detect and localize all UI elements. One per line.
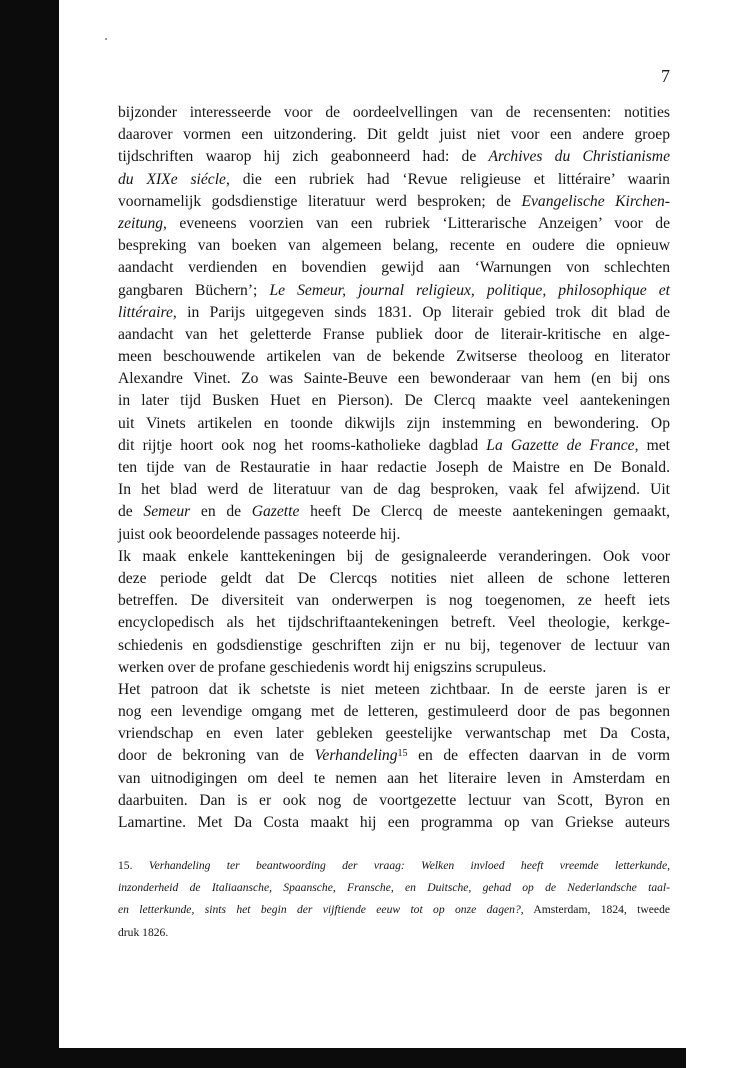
italic-title: Verhandeling ter beantwoording der vraag: Welken invloed heeft vreemde letterkunde,	[148, 859, 671, 872]
body-line	[118, 257, 670, 279]
text-run: nog een levendige omgang met de letteren, gestimuleerd door de pas begonnen	[118, 703, 670, 721]
body-line	[118, 635, 670, 657]
body-line	[118, 413, 670, 435]
italic-title: Archives du Christianisme	[488, 148, 670, 166]
text-run: 15.	[118, 859, 149, 872]
italic-title: Verhandeling	[314, 747, 398, 765]
body-line	[118, 679, 670, 701]
body-line	[118, 213, 670, 235]
italic-title: Le Semeur, journal religieux, politique, philosophique et	[269, 281, 670, 299]
body-line	[118, 812, 670, 834]
body-line	[118, 146, 670, 168]
text-run: Lamartine. Met Da Costa maakt hij een programma op van Griekse auteurs	[118, 814, 670, 831]
body-line	[118, 169, 670, 191]
scan-speck	[105, 38, 107, 40]
text-run: door de bekroning van de	[118, 747, 315, 765]
body-line	[118, 191, 670, 213]
body-line	[118, 457, 670, 479]
scan-left-border	[0, 0, 59, 1068]
text-run: , in Parijs uitgegeven sinds 1831. Op literair gebied trok dit blad de	[172, 303, 670, 321]
text-run: tijdschriften waarop hij zich geabonneerd had: de	[118, 148, 489, 166]
text-run: daarbuiten. Dan is er ook nog de voortgezette lectuur van Scott, Byron en	[118, 791, 670, 809]
italic-title: Semeur	[143, 503, 191, 521]
body-line	[118, 657, 670, 679]
text-run: van uitnodigingen om deel te nemen aan het literaire leven in Amsterdam en	[118, 769, 670, 787]
body-line	[118, 302, 670, 324]
italic-title: littéraire	[118, 303, 173, 321]
body-line	[118, 102, 670, 124]
text-run: in later tijd Busken Huet en Pierson). De Clercq maakte veel aantekeningen	[118, 392, 670, 410]
footnote-reference: 15	[397, 748, 408, 760]
text-run: bijzonder interesseerde voor de oordeelvellingen van de recensenten: notities	[118, 104, 670, 121]
text-run: heeft De Clercq de meeste aantekeningen gemaakt,	[299, 503, 670, 521]
text-run: uit Vinets artikelen en toonde dikwijls zijn instemming en bewondering. Op	[118, 414, 670, 432]
text-run: bespreking van boeken van algemeen belang, recente en oudere die opnieuw	[118, 237, 670, 255]
text-run: encyclopedisch als het tijdschriftaantekeningen betreft. Veel theologie, kerkge-	[118, 614, 670, 632]
text-run: en de	[190, 503, 252, 521]
text-run: gangbaren Büchern’;	[118, 281, 270, 299]
text-run: voornamelijk godsdienstige literatuur werd besproken; de	[118, 192, 522, 210]
body-line	[118, 745, 670, 767]
body-line	[118, 768, 670, 790]
scan-bottom-border	[0, 1048, 686, 1068]
text-run: , die een rubriek had ‘Revue religieuse et littéraire’ waarin	[225, 170, 670, 188]
italic-title: zeitung	[118, 214, 164, 232]
italic-title: du XIXe siécle	[118, 170, 226, 188]
text-run: en de effecten daarvan in de vorm	[407, 747, 670, 765]
body-line	[118, 324, 670, 346]
text-run: ten tijde van de Restauratie in haar redactie Joseph de Maistre en De Bonald.	[118, 459, 670, 476]
text-run: Alexandre Vinet. Zo was Sainte-Beuve een bewonderaar van hem (en bij ons	[118, 370, 670, 388]
text-run: druk 1826.	[118, 925, 169, 939]
footnote	[118, 857, 670, 946]
body-text	[118, 102, 670, 834]
text-run: , met	[634, 436, 670, 454]
text-run: werken over de profane geschiedenis wordt hij enigszins scrupuleus.	[118, 658, 547, 676]
italic-title: en letterkunde, sints het begin der vijftiende eeuw tot op onze dagen?	[118, 903, 521, 917]
text-run: vriendschap en even later gebleken geestelijke verwantschap met Da Costa,	[118, 725, 670, 743]
footnote-line	[118, 879, 670, 901]
text-run: daarover vormen een uitzondering. Dit geldt juist niet voor een andere groep	[118, 126, 670, 144]
text-run: meen beschouwende artikelen van de bekende Zwitserse theoloog en literator	[118, 348, 670, 366]
text-run: dit rijtje hoort ook nog het rooms-katholieke dagblad	[118, 436, 487, 454]
body-line	[118, 479, 670, 501]
text-run: juist ook beoordelende passages noteerde hij.	[118, 525, 401, 543]
text-run: Het patroon dat ik schetste is niet meteen zichtbaar. In de eerste jaren is er	[118, 680, 670, 698]
body-line	[118, 723, 670, 745]
italic-title: La Gazette de France	[486, 436, 635, 454]
page-number: 7	[661, 66, 670, 86]
text-run: aandacht van het geletterde Franse publiek door de literair-kritische en alge-	[118, 325, 670, 343]
body-line	[118, 590, 670, 612]
footnote-line	[118, 924, 670, 946]
body-line	[118, 124, 670, 146]
footnote-line	[118, 901, 670, 923]
text-run: deze periode geldt dat De Clercqs notities niet alleen de schone letteren	[118, 569, 670, 587]
italic-title: Gazette	[251, 503, 300, 521]
body-line	[118, 435, 670, 457]
italic-title: Evangelische Kirchen-	[521, 192, 670, 210]
body-line	[118, 346, 670, 368]
text-run: , Amsterdam, 1824, tweede	[520, 903, 671, 917]
body-line	[118, 368, 670, 390]
text-run: Ik maak enkele kanttekeningen bij de gesignaleerde veranderingen. Ook voor	[118, 547, 670, 565]
footnote-line	[118, 857, 670, 879]
body-line	[118, 612, 670, 634]
body-line	[118, 524, 670, 546]
body-line	[118, 546, 670, 568]
body-line	[118, 280, 670, 302]
body-line	[118, 568, 670, 590]
body-line	[118, 390, 670, 412]
text-run: schiedenis en godsdienstige geschriften zijn er nu bij, tegenover de lectuur van	[118, 636, 670, 654]
text-run: de	[118, 503, 144, 521]
italic-title: inzonderheid de Italiaansche, Spaansche, Fransche, en Duitsche, gehad op de Nederlandsche taal-	[118, 881, 670, 895]
body-line	[118, 235, 670, 257]
text-run: betreffen. De diversiteit van onderwerpen is nog toegenomen, ze heeft iets	[118, 592, 670, 610]
text-run: aandacht verdienden en bovendien gewijd aan ‘Warnungen von schlechten	[118, 259, 670, 277]
body-line	[118, 701, 670, 723]
body-line	[118, 501, 670, 523]
text-run: In het blad werd de literatuur van de dag besproken, vaak fel afwijzend. Uit	[118, 481, 670, 499]
body-line	[118, 790, 670, 812]
text-run: , eveneens voorzien van een rubriek ‘Litterarische Anzeigen’ voor de	[163, 214, 670, 232]
